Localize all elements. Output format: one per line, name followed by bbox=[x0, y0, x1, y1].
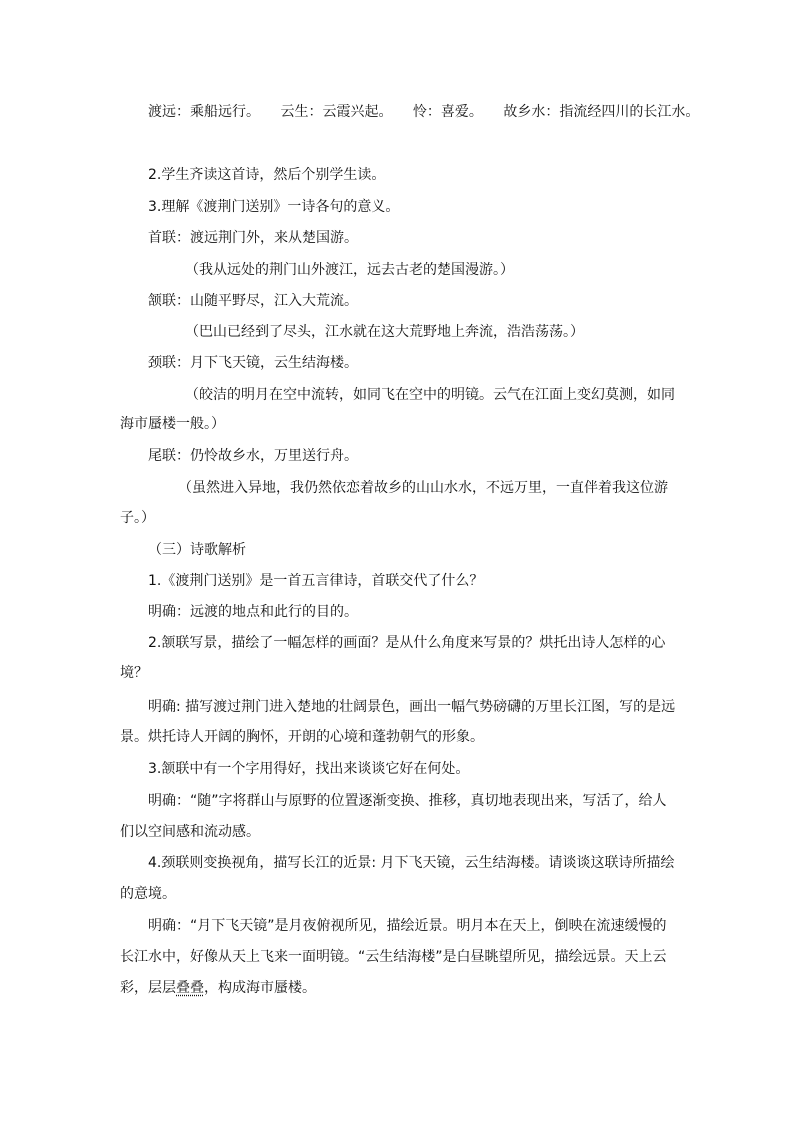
text-line: 景。烘托诗人开阔的胸怀，开朗的心境和蓬勃朝气的形象。 bbox=[120, 729, 484, 745]
text-line: （巴山已经到了尽头，江水就在这大荒野地上奔流，浩浩荡荡。） bbox=[185, 324, 584, 340]
text-line: 2.学生齐读这首诗，然后个别学生读。 bbox=[148, 167, 386, 183]
gloss-item: 渡远：乘船远行。 bbox=[148, 104, 260, 120]
section-heading: （三）诗歌解析 bbox=[148, 542, 246, 558]
text-line: 3.理解《渡荆门送别》一诗各句的意义。 bbox=[148, 199, 400, 215]
text-line: 颈联：月下飞天镜，云生结海楼。 bbox=[148, 355, 358, 371]
text-line: 们以空间感和流动感。 bbox=[120, 824, 260, 840]
text-line: 子。） bbox=[120, 510, 155, 526]
text-line: 明确：“随”字将群山与原野的位置逐渐变换、推移，真切地表现出来，写活了，给人 bbox=[148, 793, 667, 809]
text-line: 境？ bbox=[120, 665, 148, 681]
text-line: 明确：远渡的地点和此行的目的。 bbox=[148, 604, 358, 620]
text-line: 4.颈联则变换视角，描写长江的近景: 月下飞天镜，云生结海楼。请谈谈这联诗所描绘 bbox=[148, 855, 675, 871]
text-segment: 彩，层层 bbox=[120, 980, 176, 996]
text-line: 首联：渡远荆门外，来从楚国游。 bbox=[148, 230, 358, 246]
text-line: 3.颔联中有一个字用得好，找出来谈谈它好在何处。 bbox=[148, 761, 470, 777]
text-line: 1.《渡荆门送别》是一首五言律诗，首联交代了什么？ bbox=[148, 573, 484, 589]
text-line: 明确：“月下飞天镜”是月夜俯视所见，描绘近景。明月本在天上，倒映在流速缓慢的 bbox=[148, 918, 667, 934]
gloss-item: 故乡水：指流经四川的长江水。 bbox=[503, 104, 700, 120]
vocab-gloss-line bbox=[148, 102, 715, 122]
underlined-text: 叠叠 bbox=[176, 980, 204, 996]
text-line: 长江水中，好像从天上飞来一面明镜。“云生结海楼”是白昼眺望所见，描绘远景。天上云 bbox=[120, 949, 667, 965]
text-line: （皎洁的明月在空中流转，如同飞在空中的明镜。云气在江面上变幻莫测，如同 bbox=[185, 387, 675, 403]
gloss-item: 云生：云霞兴起。 bbox=[280, 104, 393, 120]
text-line: 2.颔联写景，描绘了一幅怎样的画面？是从什么角度来写景的？烘托出诗人怎样的心 bbox=[148, 635, 666, 651]
text-line: 海市蜃楼一般。） bbox=[120, 416, 225, 432]
text-line: 尾联：仍怜故乡水，万里送行舟。 bbox=[148, 448, 358, 464]
gloss-item: 怜：喜爱。 bbox=[412, 104, 483, 120]
text-line: 明确: 描写渡过荆门进入楚地的壮阔景色，画出一幅气势磅礴的万里长江图，写的是远 bbox=[148, 699, 676, 715]
text-line bbox=[120, 978, 316, 998]
text-line: （虽然进入异地，我仍然依恋着故乡的山山水水，不远万里，一直伴着我这位游 bbox=[178, 480, 668, 496]
text-line: 颔联：山随平野尽，江入大荒流。 bbox=[148, 293, 358, 309]
text-line: 的意境。 bbox=[120, 886, 176, 902]
text-segment: ，构成海市蜃楼。 bbox=[204, 980, 316, 996]
text-line: （我从远处的荆门山外渡江，远去古老的楚国漫游。） bbox=[185, 262, 514, 278]
